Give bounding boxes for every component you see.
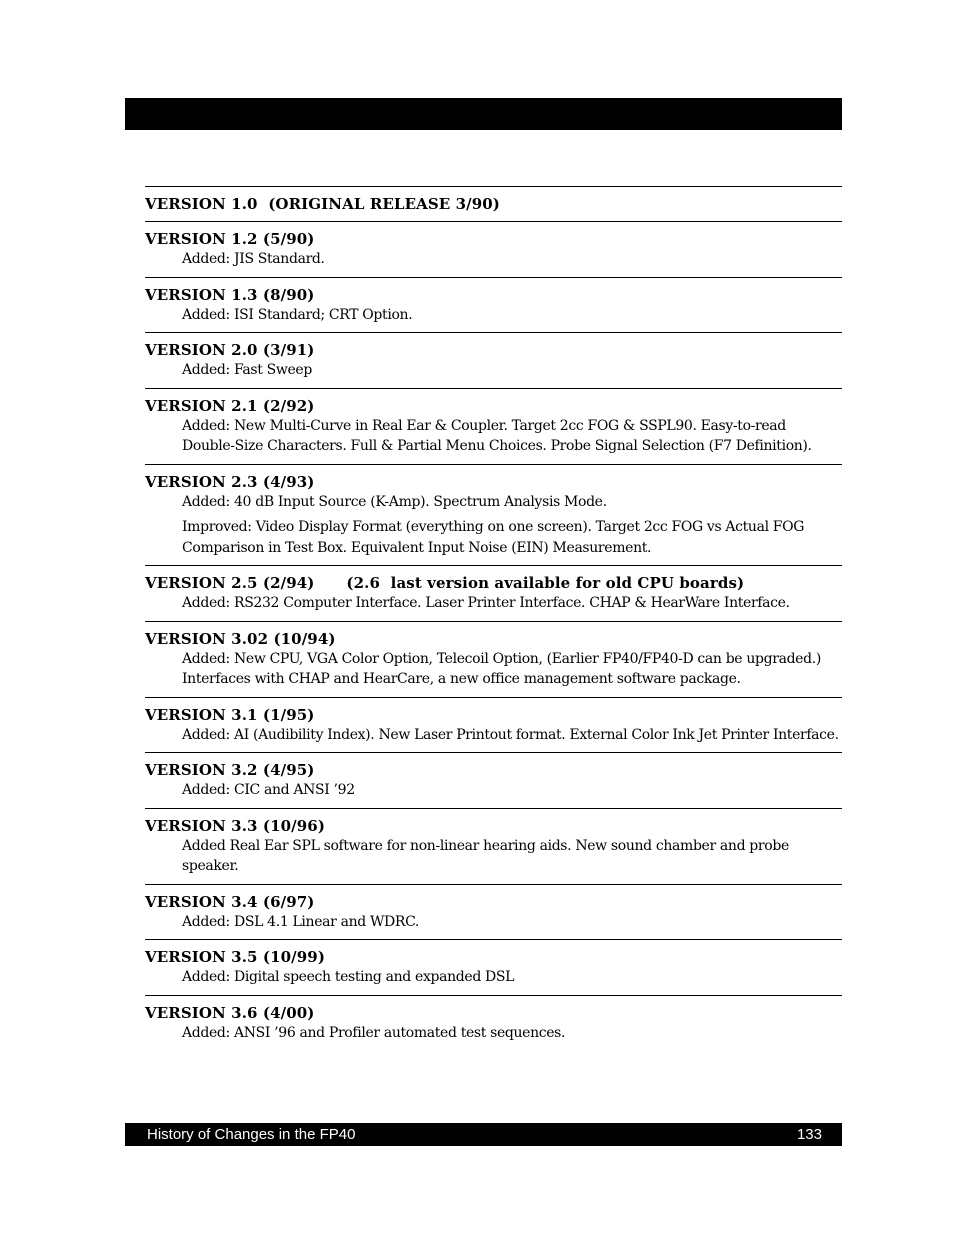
version-description: Added: ANSI ’96 and Profiler automated test sequences. [182, 1024, 566, 1041]
version-title: VERSION 3.6 (4/00) [145, 1003, 315, 1022]
page-number: 133 [796, 1126, 822, 1143]
footer-section-title: History of Changes in the FP40 [147, 1126, 356, 1143]
version-entry [145, 221, 842, 277]
version-title: VERSION 1.0 (ORIGINAL RELEASE 3/90) [145, 195, 501, 213]
version-description: Added: New Multi-Curve in Real Ear & Coupler. Target 2cc FOG & SSPL90. Easy-to-read Double-Size Characters. Full & Partial Menu Choices. Probe Signal Selection (F7 Definition). [182, 417, 812, 454]
version-title: VERSION 3.02 (10/94) [145, 629, 336, 648]
version-title: VERSION 3.1 (1/95) [145, 705, 315, 724]
version-title: VERSION 2.1 (2/92) [145, 396, 315, 415]
version-history-list [145, 186, 842, 1050]
version-entry [145, 332, 842, 388]
version-title: VERSION 2.0 (3/91) [145, 341, 315, 359]
version-title: VERSION 3.5 (10/99) [145, 948, 326, 966]
version-description: Added: DSL 4.1 Linear and WDRC. [182, 913, 420, 930]
version-description: Added: AI (Audibility Index). New Laser Printout format. External Color Ink Jet Printer Interface. [182, 726, 839, 743]
version-entry [145, 388, 842, 464]
version-entry [145, 186, 842, 221]
page-header-bar [125, 98, 842, 159]
version-description: Improved: Video Display Format (everything on one screen). Target 2cc FOG vs Actual FOG Comparison in Test Box. Equivalent Input Noise (EIN) Measurement. [182, 519, 805, 556]
version-entry [145, 277, 842, 333]
version-title: VERSION 3.3 (10/96) [145, 816, 326, 835]
version-title: VERSION 2.3 (4/93) [145, 472, 315, 491]
version-description: Added: 40 dB Input Source (K-Amp). Spectrum Analysis Mode. [182, 493, 607, 510]
version-title: VERSION 1.3 (8/90) [145, 285, 315, 304]
version-entry [145, 697, 842, 753]
version-entry [145, 752, 842, 808]
version-entry [145, 939, 842, 995]
version-description: Added: New CPU, VGA Color Option, Telecoil Option, (Earlier FP40/FP40-D can be upgraded.) Interfaces with CHAP and HearCare, a new office management software package. [182, 650, 821, 687]
version-entry [145, 995, 842, 1051]
version-entry [145, 808, 842, 884]
version-description: Added: ISI Standard; CRT Option. [182, 306, 413, 323]
version-description: Added: RS232 Computer Interface. Laser Printer Interface. CHAP & HearWare Interface. [182, 595, 790, 611]
version-entry [145, 464, 842, 566]
version-title: VERSION 3.4 (6/97) [145, 892, 315, 911]
version-entry [145, 621, 842, 697]
page-footer-bar [125, 1123, 842, 1146]
version-description: Added Real Ear SPL software for non-linear hearing aids. New sound chamber and probe speaker. [182, 837, 789, 874]
page-title: Appendix C: History of Changes [148, 133, 483, 159]
version-description: Added: JIS Standard. [182, 251, 325, 267]
version-entry [145, 565, 842, 621]
version-title: VERSION 1.2 (5/90) [145, 230, 315, 248]
version-title: VERSION 3.2 (4/95) [145, 761, 315, 779]
version-title: VERSION 2.5 (2/94) (2.6 last version available for old CPU boards) [145, 574, 745, 592]
version-description: Added: Fast Sweep [182, 362, 312, 378]
version-description: Added: Digital speech testing and expanded DSL [182, 969, 515, 985]
version-entry [145, 884, 842, 940]
version-description: Added: CIC and ANSI ’92 [182, 782, 355, 798]
